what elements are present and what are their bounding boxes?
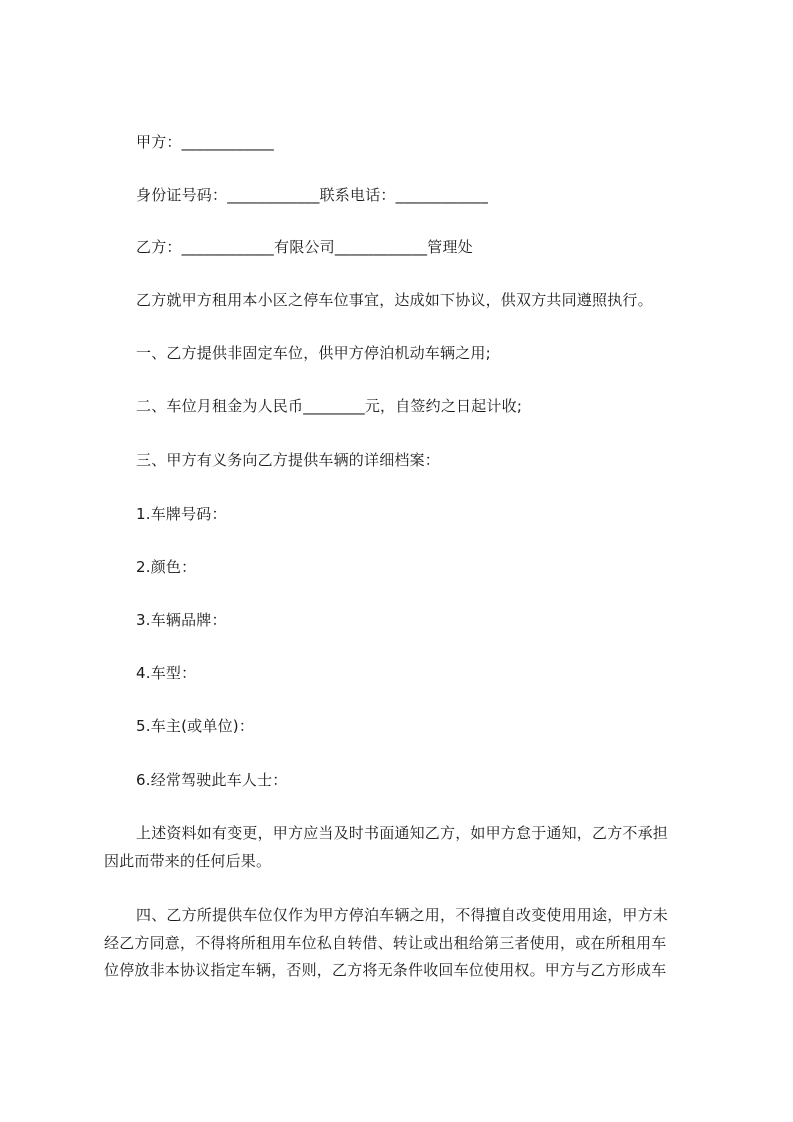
party-b-blank-1: ____________ bbox=[181, 238, 275, 256]
clause-1: 一、乙方提供非固定车位，供甲方停泊机动车辆之用; bbox=[136, 344, 491, 362]
party-b-line bbox=[136, 237, 473, 257]
list-item-driver: 6.经常驾驶此车人士： bbox=[136, 771, 288, 789]
list-item-plate: 1.车牌号码： bbox=[136, 505, 227, 523]
para-2-line-2: 经乙方同意，不得将所租用车位私自转借、转让或出租给第三者使用，或在所租用车 bbox=[104, 934, 667, 952]
clause-2 bbox=[136, 396, 522, 416]
clause-2-suffix: 元，自签约之日起计收; bbox=[364, 397, 523, 415]
clause-2-prefix: 二、车位月租金为人民币 bbox=[136, 397, 304, 415]
para-2-line-3: 位停放非本协议指定车辆，否则，乙方将无条件收回车位使用权。甲方与乙方形成车 bbox=[104, 961, 667, 979]
phone-label: 联系电话： bbox=[319, 186, 396, 204]
list-item-model: 4.车型： bbox=[136, 664, 197, 682]
phone-blank: ____________ bbox=[395, 186, 489, 204]
party-b-blank-2: ____________ bbox=[334, 238, 428, 256]
para-1-line-2: 因此而带来的任何后果。 bbox=[104, 852, 272, 870]
party-b-office: 管理处 bbox=[427, 238, 473, 256]
id-label: 身份证号码： bbox=[136, 186, 228, 204]
rent-blank: ________ bbox=[303, 397, 365, 415]
list-item-owner: 5.车主(或单位)： bbox=[136, 717, 255, 735]
party-a-blank: ____________ bbox=[181, 133, 275, 151]
party-b-label: 乙方： bbox=[136, 238, 182, 256]
para-1-line-1: 上述资料如有变更，甲方应当及时书面通知乙方，如甲方怠于通知，乙方不承担 bbox=[136, 824, 669, 842]
intro-paragraph: 乙方就甲方租用本小区之停车位事宜，达成如下协议，供双方共同遵照执行。 bbox=[136, 291, 653, 309]
party-a-label: 甲方： bbox=[136, 133, 182, 151]
para-2-line-1: 四、乙方所提供车位仅作为甲方停泊车辆之用，不得擅自改变使用用途，甲方未 bbox=[136, 906, 669, 924]
party-a-line bbox=[136, 132, 274, 152]
list-item-color: 2.颜色： bbox=[136, 558, 197, 576]
id-blank: ____________ bbox=[227, 186, 320, 204]
clause-3: 三、甲方有义务向乙方提供车辆的详细档案： bbox=[136, 451, 441, 469]
party-b-company: 有限公司 bbox=[274, 238, 335, 256]
id-phone-line bbox=[136, 185, 488, 205]
list-item-brand: 3.车辆品牌： bbox=[136, 611, 227, 629]
